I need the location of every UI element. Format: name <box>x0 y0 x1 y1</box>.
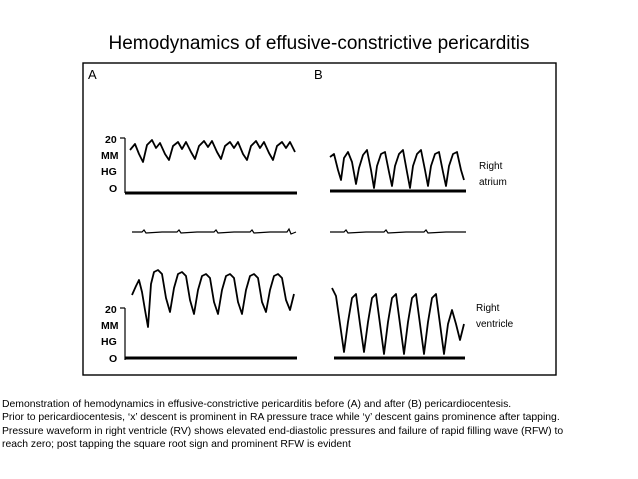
bottom-axis-labels <box>101 304 119 365</box>
slide-title: Hemodynamics of effusive-constrictive pericarditis <box>108 33 530 54</box>
panel-a-label: A <box>88 67 97 82</box>
right-ventricle-trace-a <box>132 270 294 327</box>
bottom-axis-value: 20 <box>105 304 117 316</box>
caption-line-4: reach zero; post tapping the square root sign and prominent RFW is evident <box>2 439 351 451</box>
top-axis-labels <box>101 134 119 195</box>
right-atrium-label-line2: atrium <box>479 177 507 188</box>
right-atrium-trace-b <box>330 150 464 188</box>
bottom-axis-unit-hg: HG <box>101 336 117 348</box>
top-axis-unit-mm: MM <box>101 150 119 162</box>
caption-line-3: Pressure waveform in right ventricle (RV) shows elevated end-diastolic pressures and failure of rapid filling wave (RFW) to <box>2 425 564 437</box>
ecg-trace-a <box>132 229 296 234</box>
right-ventricle-trace-b <box>332 288 464 354</box>
top-axis-value: 20 <box>105 134 117 146</box>
panel-b-label: B <box>314 67 323 82</box>
ecg-trace-b <box>330 230 466 233</box>
bottom-axis-zero: O <box>109 353 118 365</box>
figure-caption <box>2 398 636 452</box>
top-axis-zero: O <box>109 183 118 195</box>
caption-line-1: Demonstration of hemodynamics in effusive-constrictive pericarditis before (A) and after (B) pericardiocentesis. <box>2 399 512 410</box>
right-atrium-trace-a <box>130 140 295 162</box>
bottom-axis-unit-mm: MM <box>101 320 119 332</box>
hemodynamics-figure <box>82 62 557 376</box>
right-atrium-label-line1: Right <box>479 161 503 172</box>
right-ventricle-label-line1: Right <box>476 303 500 314</box>
side-labels <box>476 161 514 330</box>
right-ventricle-label-line2: ventricle <box>476 319 514 330</box>
top-axis-unit-hg: HG <box>101 166 117 178</box>
caption-line-2: Prior to pericardiocentesis, ‘x’ descent is prominent in RA pressure trace while ‘y’ descent gains prominence after tapping. <box>2 412 560 424</box>
